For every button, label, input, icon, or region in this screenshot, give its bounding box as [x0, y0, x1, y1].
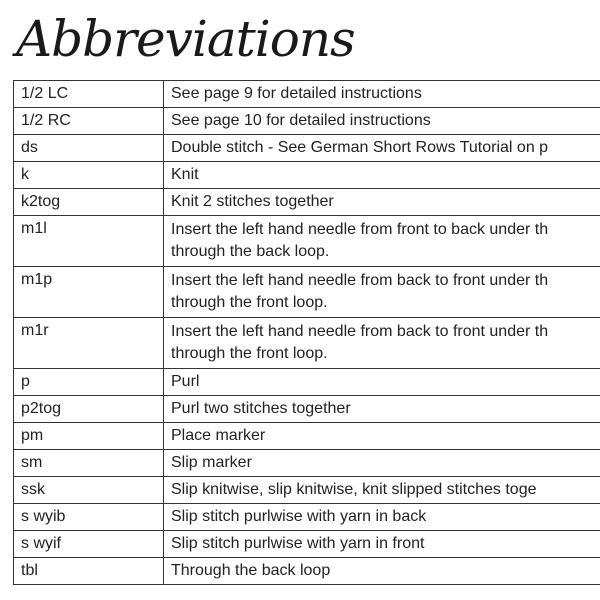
table-row [14, 504, 600, 531]
description-cell [164, 216, 600, 267]
table-row [14, 108, 600, 135]
abbreviation-cell: k [14, 162, 164, 189]
description-cell: Double stitch - See German Short Rows Tutorial on p [164, 135, 600, 162]
description-cell: Knit [164, 162, 600, 189]
description-line-2: through the front loop. [171, 345, 328, 362]
description-cell: See page 9 for detailed instructions [164, 81, 600, 108]
abbreviation-cell: pm [14, 423, 164, 450]
abbreviation-cell: 1/2 RC [14, 108, 164, 135]
description-line-2: through the front loop. [171, 294, 328, 311]
description-line-1: Insert the left hand needle from back to front under th [171, 323, 549, 340]
table-row [14, 396, 600, 423]
table-row [14, 558, 600, 585]
description-cell: Slip knitwise, slip knitwise, knit slipped stitches toge [164, 477, 600, 504]
description-cell: Purl two stitches together [164, 396, 600, 423]
description-cell: Through the back loop [164, 558, 600, 585]
abbreviation-cell: tbl [14, 558, 164, 585]
abbreviations-table [13, 80, 600, 585]
description-cell: Place marker [164, 423, 600, 450]
abbreviation-cell: s wyib [14, 504, 164, 531]
table-row [14, 216, 600, 267]
description-cell: Purl [164, 369, 600, 396]
abbreviation-cell: ds [14, 135, 164, 162]
abbreviation-cell: m1r [14, 318, 164, 369]
table-row [14, 531, 600, 558]
page-title: Abbreviations [16, 10, 355, 68]
description-line-2: through the back loop. [171, 243, 330, 260]
table-row [14, 267, 600, 318]
table-row [14, 423, 600, 450]
table-row [14, 135, 600, 162]
abbreviation-cell: p2tog [14, 396, 164, 423]
description-cell: See page 10 for detailed instructions [164, 108, 600, 135]
description-cell [164, 318, 600, 369]
abbreviation-cell: s wyif [14, 531, 164, 558]
table-row [14, 318, 600, 369]
description-cell [164, 267, 600, 318]
description-cell: Slip stitch purlwise with yarn in front [164, 531, 600, 558]
description-line-1: Insert the left hand needle from back to front under th [171, 272, 549, 289]
table-row [14, 162, 600, 189]
table-row [14, 189, 600, 216]
abbreviation-cell: sm [14, 450, 164, 477]
abbreviation-cell: p [14, 369, 164, 396]
description-cell: Knit 2 stitches together [164, 189, 600, 216]
description-line-1: Insert the left hand needle from front to back under th [171, 221, 549, 238]
abbreviation-cell: m1p [14, 267, 164, 318]
description-cell: Slip stitch purlwise with yarn in back [164, 504, 600, 531]
abbreviation-cell: 1/2 LC [14, 81, 164, 108]
table-row [14, 369, 600, 396]
abbreviation-cell: k2tog [14, 189, 164, 216]
abbreviation-cell: ssk [14, 477, 164, 504]
description-cell: Slip marker [164, 450, 600, 477]
abbreviation-cell: m1l [14, 216, 164, 267]
table-row [14, 450, 600, 477]
table-row [14, 477, 600, 504]
table-row [14, 81, 600, 108]
